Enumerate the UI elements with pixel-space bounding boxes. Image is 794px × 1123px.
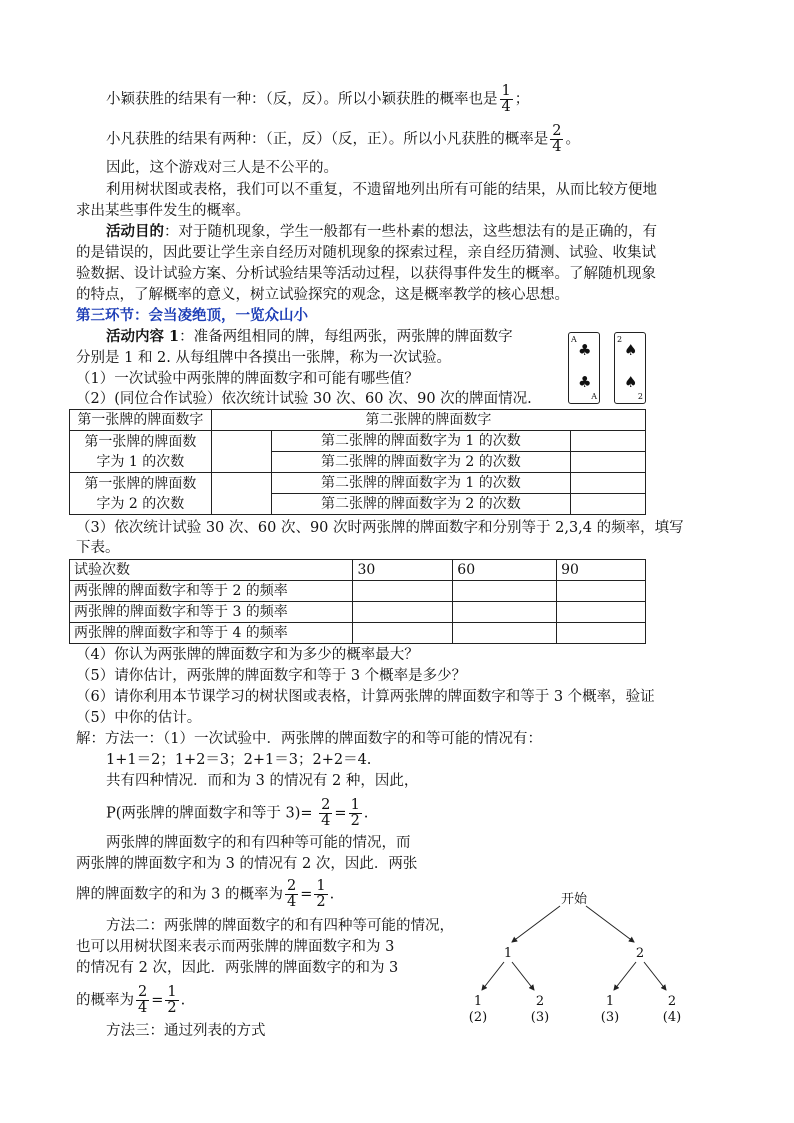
- section-heading: 第三环节：会当凌绝顶，一览众山小: [76, 307, 308, 324]
- line-30: 的情况有 2 次，因此．两张牌的牌面数字的和为 3: [76, 960, 399, 976]
- line-16: 下表。: [76, 540, 120, 556]
- tree-node-l1: 1: [503, 946, 513, 961]
- line-32: 方法三：通过列表的方式: [106, 1023, 266, 1039]
- table-cell-empty[interactable]: [571, 431, 646, 452]
- table-header: 60: [453, 560, 557, 581]
- table-header: 第一张牌的牌面数字: [70, 410, 212, 431]
- card-rank-bottom: A: [591, 392, 597, 401]
- fraction: [319, 798, 332, 829]
- text: 。: [565, 131, 580, 148]
- fraction: [314, 879, 327, 910]
- text: .: [329, 886, 335, 903]
- line-17: （4）你认为两张牌的牌面数字和为多少的概率最大？: [76, 647, 419, 663]
- table-row: [70, 602, 646, 623]
- line-26: 两张牌的牌面数字和为 3 的情况有 2 次，因此．两张: [76, 856, 418, 872]
- table-cell-empty[interactable]: [211, 431, 271, 473]
- tree-leaf: 2: [667, 994, 677, 1009]
- fraction: [136, 985, 149, 1016]
- table-cell-empty[interactable]: [557, 581, 646, 602]
- frac-den: 2: [167, 1000, 177, 1016]
- line-27: [76, 879, 334, 910]
- text: ：对于随机现象，学生一般都有一些朴素的想法，这些想法有的是正确的，有: [164, 224, 657, 240]
- fraction: [165, 985, 178, 1016]
- line-2: [106, 124, 580, 155]
- table-cell-empty[interactable]: [557, 623, 646, 644]
- table-cell-empty[interactable]: [453, 581, 557, 602]
- line-11: [106, 327, 513, 347]
- card-rank-top: A: [571, 335, 577, 344]
- fraction: [285, 879, 298, 910]
- frac-den: 4: [321, 813, 331, 829]
- line-22: 1+1＝2；1+2＝3；2+1＝3；2+2＝4.: [106, 752, 372, 768]
- frac-num: 2: [286, 878, 297, 894]
- tree-leaf: 2: [535, 994, 545, 1009]
- tree-diagram: [460, 886, 700, 1026]
- label-bold: 活动目的: [106, 223, 164, 240]
- line-9: 的特点，了解概率的意义，树立试验探究的观念，这是概率教学的核心思想。: [76, 287, 569, 303]
- frac-den: 4: [286, 894, 297, 910]
- club-icon: ♣: [578, 373, 592, 391]
- table-header: 第二张牌的牌面数字: [211, 410, 645, 431]
- tree-leaf: 1: [473, 994, 483, 1009]
- table-cell-empty[interactable]: [211, 473, 271, 515]
- card-rank-bottom: 2: [637, 392, 643, 401]
- tree-root: 开始: [560, 892, 587, 907]
- row-label: [70, 473, 212, 515]
- line-28: 方法二：两张牌的牌面数字的和有四种等可能的情况，: [106, 918, 454, 934]
- table-cell-empty[interactable]: [571, 452, 646, 473]
- table-cell-empty[interactable]: [571, 494, 646, 515]
- line-1: [106, 84, 529, 115]
- frac-num: 2: [138, 984, 148, 1000]
- table-cell-empty[interactable]: [353, 602, 453, 623]
- text: =: [151, 992, 164, 1009]
- row-label: 两张牌的牌面数字和等于 2 的频率: [70, 581, 353, 602]
- line-31: [76, 985, 185, 1016]
- table-row: [70, 431, 646, 452]
- row-label-line: 字为 1 的次数: [96, 453, 185, 470]
- line-3: 因此，这个游戏对三人是不公平的。: [106, 160, 338, 176]
- line-21: 解：方法一：（1）一次试验中．两张牌的牌面数字的和等可能的情况有：: [76, 731, 542, 747]
- text: ：准备两组相同的牌，每组两张，两张牌的牌面数字: [179, 329, 513, 345]
- table-cell-empty[interactable]: [571, 473, 646, 494]
- table-header: 30: [353, 560, 453, 581]
- text: .: [363, 805, 369, 822]
- playing-card-clubs: [568, 332, 600, 404]
- row-label-line: 第一张牌的牌面数: [84, 475, 197, 492]
- tree-sum: (4): [662, 1010, 682, 1025]
- frac-num: 2: [552, 123, 562, 139]
- text: 牌的牌面数字的和为 3 的概率为: [76, 886, 283, 903]
- table-cell-empty[interactable]: [453, 623, 557, 644]
- table-row: [70, 560, 646, 581]
- frac-num: 1: [501, 83, 511, 99]
- tree-sum: (2): [468, 1010, 488, 1025]
- playing-card-spades: [614, 332, 646, 404]
- frac-den: 2: [316, 894, 326, 910]
- row-label: 两张牌的牌面数字和等于 4 的频率: [70, 623, 353, 644]
- table-cell: 第二张牌的牌面数字为 2 的次数: [271, 494, 570, 515]
- text: 小凡获胜的结果有两种：（正，反）（反，正）。所以小凡获胜的概率是: [106, 131, 549, 148]
- label-bold: 活动内容 1: [106, 328, 180, 345]
- table-cell-empty[interactable]: [557, 602, 646, 623]
- row-label-line: 字为 2 的次数: [96, 495, 185, 512]
- line-4: 利用树状图或表格，我们可以不重复，不遗留地列出所有可能的结果，从而比较方便地: [106, 182, 657, 198]
- table-count: [69, 409, 646, 515]
- card-rank-top: 2: [617, 335, 623, 344]
- line-6: [106, 222, 657, 242]
- table-cell: 第二张牌的牌面数字为 1 的次数: [271, 473, 570, 494]
- frac-den: 4: [501, 99, 511, 115]
- row-label: 两张牌的牌面数字和等于 3 的频率: [70, 602, 353, 623]
- table-header: 90: [557, 560, 646, 581]
- line-24: [106, 798, 368, 829]
- frac-num: 1: [316, 878, 326, 894]
- line-13: （1）一次试验中两张牌的牌面数字和可能有哪些值？: [76, 371, 419, 387]
- frac-num: 2: [321, 797, 331, 813]
- table-cell-empty[interactable]: [353, 623, 453, 644]
- frac-num: 1: [167, 984, 177, 1000]
- line-14: （2）(同位合作试验）依次统计试验 30 次、60 次、90 次的牌面情况.: [76, 391, 532, 407]
- line-18: （5）请你估计，两张牌的牌面数字和等于 3 个概率是多少？: [76, 668, 467, 684]
- table-cell: 第二张牌的牌面数字为 2 的次数: [271, 452, 570, 473]
- club-icon: ♣: [578, 341, 592, 359]
- table-frequency: [69, 559, 646, 644]
- row-label-line: 第一张牌的牌面数: [84, 433, 197, 450]
- text: ；: [514, 91, 530, 108]
- text: P(两张牌的牌面数字和等于 3)=: [106, 805, 313, 822]
- fraction: [500, 84, 513, 115]
- frac-den: 2: [350, 813, 360, 829]
- line-29: 也可以用树状图来表示而两张牌的牌面数字和为 3: [76, 939, 395, 955]
- line-8: 验数据、设计试验方案、分析试验结果等活动过程，以获得事件发生的概率。了解随机现象: [76, 266, 656, 282]
- table-row: [70, 623, 646, 644]
- table-row: [70, 410, 646, 431]
- frac-den: 4: [138, 1000, 148, 1016]
- tree-leaf: 1: [605, 994, 615, 1009]
- table-row: [70, 473, 646, 494]
- frac-den: 4: [552, 139, 562, 155]
- line-19: （6）请你利用本节课学习的树状图或表格，计算两张牌的牌面数字和等于 3 个概率，验证: [76, 689, 655, 705]
- line-20: （5）中你的估计。: [76, 710, 202, 726]
- fraction: [550, 124, 563, 155]
- text: .: [180, 992, 186, 1009]
- table-header: 试验次数: [70, 560, 353, 581]
- text: 小颖获胜的结果有一种：（反，反）。所以小颖获胜的概率也是: [106, 91, 498, 108]
- text: =: [300, 886, 313, 903]
- line-15: （3）依次统计试验 30 次、60 次、90 次时两张牌的牌面数字和分别等于 2,3,4 的频率，填写: [76, 520, 684, 536]
- table-cell-empty[interactable]: [353, 581, 453, 602]
- frac-num: 1: [350, 797, 360, 813]
- table-cell: 第二张牌的牌面数字为 1 的次数: [271, 431, 570, 452]
- line-23: 共有四种情况．而和为 3 的情况有 2 种，因此，: [106, 773, 419, 789]
- tree-sum: (3): [600, 1010, 620, 1025]
- line-5: 求出某些事件发生的概率。: [76, 203, 250, 219]
- table-cell-empty[interactable]: [453, 602, 557, 623]
- line-7: 的是错误的，因此要让学生亲自经历对随机现象的探索过程，亲自经历猜测、试验、收集试: [76, 245, 656, 261]
- tree-node-l1: 2: [635, 946, 645, 961]
- table-row: [70, 581, 646, 602]
- row-label: [70, 431, 212, 473]
- spade-icon: ♠: [624, 341, 638, 359]
- text: =: [334, 805, 347, 822]
- tree-sum: (3): [530, 1010, 550, 1025]
- fraction: [349, 798, 362, 829]
- text: 的概率为: [76, 992, 134, 1009]
- line-25: 两张牌的牌面数字的和有四种等可能的情况，而: [106, 835, 411, 851]
- spade-icon: ♠: [624, 373, 638, 391]
- line-12: 分别是 1 和 2. 从每组牌中各摸出一张牌，称为一次试验。: [76, 350, 451, 366]
